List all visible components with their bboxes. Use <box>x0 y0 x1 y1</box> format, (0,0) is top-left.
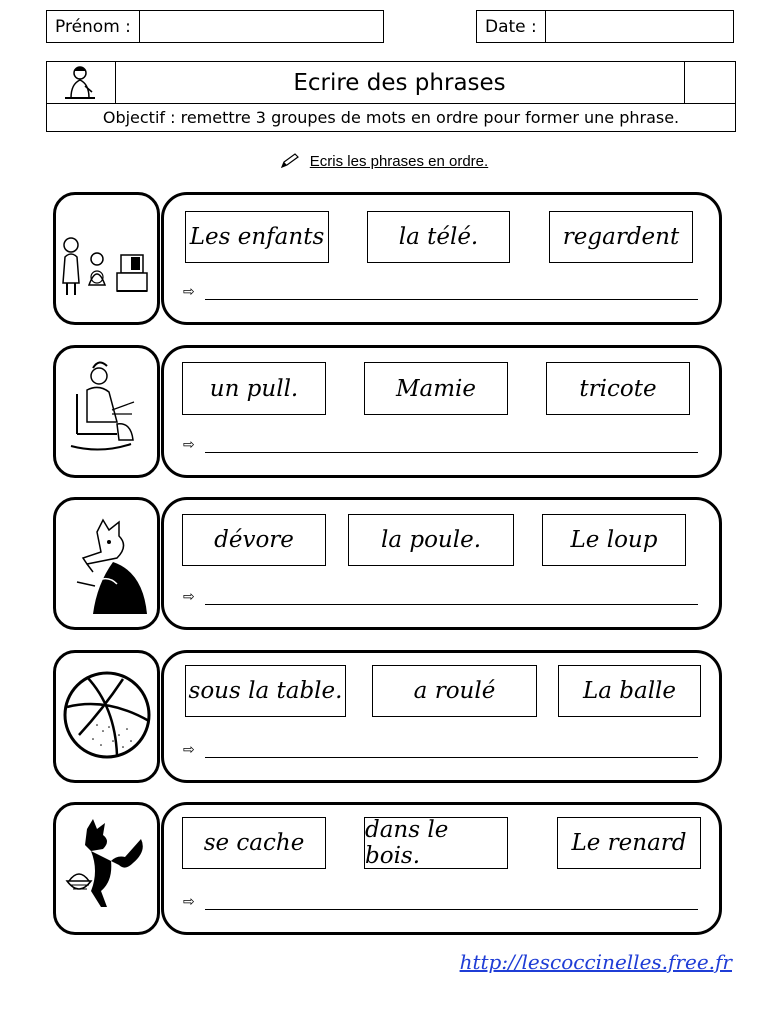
page-title: Ecrire des phrases <box>115 62 685 103</box>
answer-arrow-icon: ⇨ <box>183 589 195 605</box>
exercise-1-picture-box <box>53 192 160 325</box>
exercise-1-word-3: regardent <box>549 211 693 263</box>
exercise-2-answer-line[interactable] <box>205 452 698 453</box>
exercise-2-word-2: Mamie <box>364 362 508 415</box>
first-name-field[interactable] <box>139 11 383 42</box>
exercise-4-word-1: sous la table. <box>185 665 346 717</box>
date-field[interactable] <box>545 11 733 42</box>
exercise-3-answer-line[interactable] <box>205 604 698 605</box>
answer-arrow-icon: ⇨ <box>183 284 195 300</box>
date-box <box>476 10 734 43</box>
exercise-3-word-2: la poule. <box>348 514 514 566</box>
grandma-knitting-illustration <box>57 350 157 474</box>
footer-link[interactable]: http://lescoccinelles.free.fr <box>459 950 732 974</box>
pencil-icon <box>280 153 300 169</box>
exercise-2-picture-box <box>53 345 160 478</box>
exercise-3-word-3: Le loup <box>542 514 686 566</box>
exercise-1-word-2: la télé. <box>367 211 510 263</box>
exercise-3-picture-box <box>53 497 160 630</box>
exercise-5-answer-line[interactable] <box>205 909 698 910</box>
exercise-1-word-1: Les enfants <box>185 211 329 263</box>
title-table <box>46 61 736 132</box>
exercise-5-picture-box <box>53 802 160 935</box>
exercise-4-picture-box <box>53 650 160 783</box>
answer-arrow-icon: ⇨ <box>183 437 195 453</box>
exercise-5-word-2: dans le bois. <box>364 817 508 869</box>
exercise-3-word-1: dévore <box>182 514 326 566</box>
fox-with-basket-illustration <box>57 807 157 931</box>
title-row <box>47 62 735 104</box>
first-name-box <box>46 10 384 43</box>
exercise-1-answer-line[interactable] <box>205 299 698 300</box>
objective-text: Objectif : remettre 3 groupes de mots en ordre pour former une phrase. <box>102 107 680 127</box>
answer-arrow-icon: ⇨ <box>183 742 195 758</box>
child-writing-icon <box>47 62 116 103</box>
exercise-5-word-3: Le renard <box>557 817 701 869</box>
exercise-5-word-1: se cache <box>182 817 326 869</box>
answer-arrow-icon: ⇨ <box>183 894 195 910</box>
ball-illustration <box>57 655 157 779</box>
exercise-2-word-1: un pull. <box>182 362 326 415</box>
instruction-text: Ecris les phrases en ordre. <box>309 152 489 170</box>
first-name-label: Prénom : <box>55 16 131 37</box>
exercise-4-answer-line[interactable] <box>205 757 698 758</box>
exercise-4-word-3: La balle <box>558 665 701 717</box>
wolf-eating-illustration <box>57 502 157 626</box>
exercise-4-word-2: a roulé <box>372 665 537 717</box>
children-watching-tv-illustration <box>57 197 157 321</box>
date-label: Date : <box>485 16 537 37</box>
instruction <box>0 148 768 174</box>
exercise-2-word-3: tricote <box>546 362 690 415</box>
